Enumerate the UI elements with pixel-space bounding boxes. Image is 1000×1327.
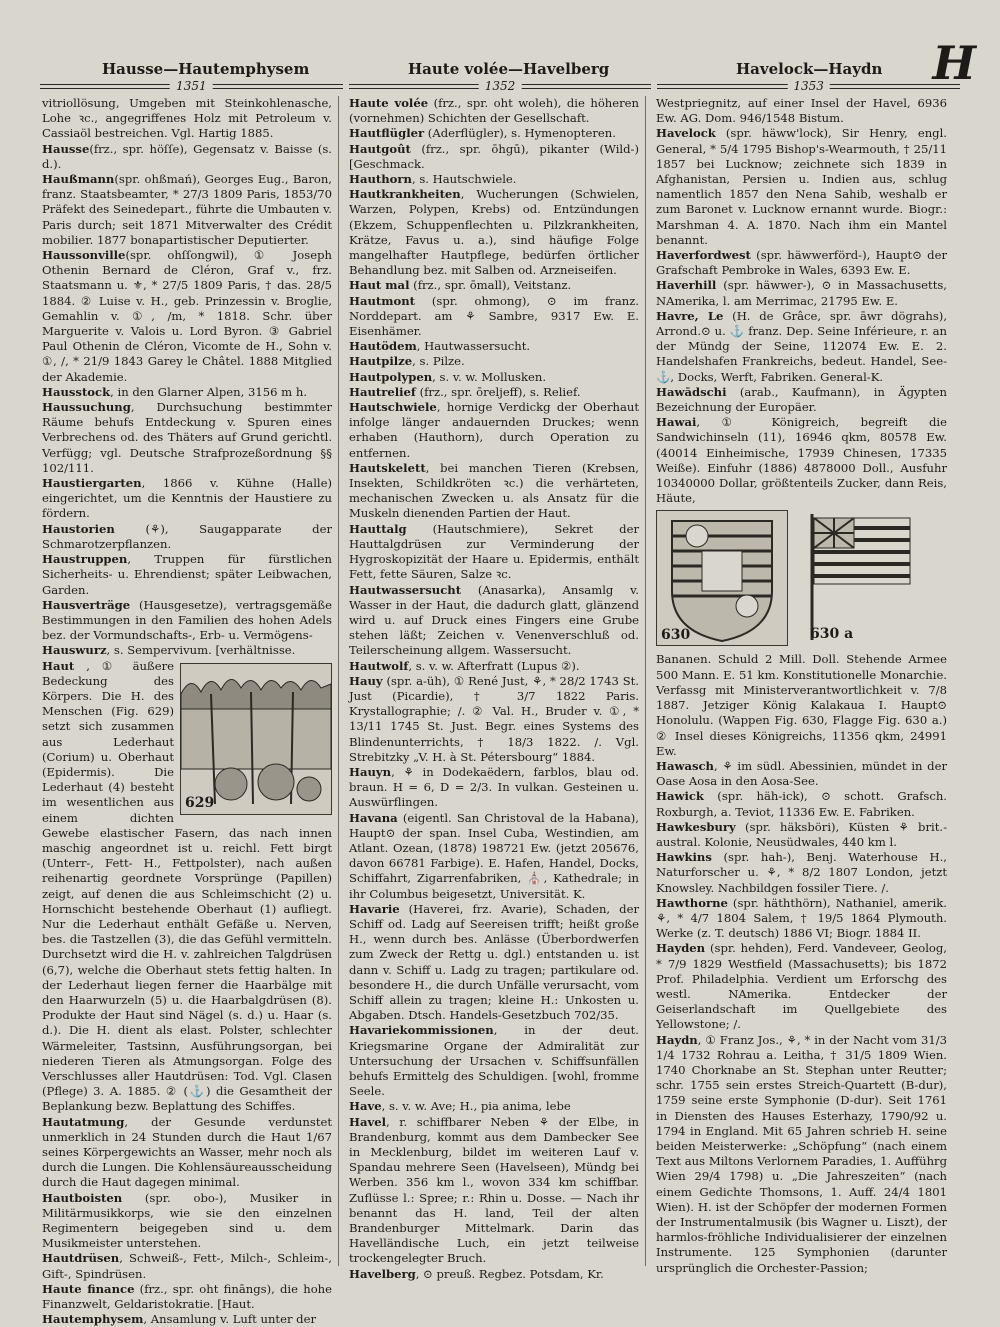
headword: Haverhill <box>656 278 717 293</box>
entry-text: , der Gesunde verdunstet unmerklich in 24 Stunden durch die Haut 1/67 seines Körpergewichts an Wasser, mehr noch als durch die Lungen. Die Kohlensäureausscheidung durch die Haut dagegen minimal. <box>42 1114 332 1190</box>
page-number-left: 1351 <box>170 79 213 93</box>
headword: Haustiergarten <box>42 476 142 491</box>
entry-text: (spr. a-üh), ① René Just, ⚘, * 28/2 1743 St. Just (Picardie), † 3/7 1822 Paris. Krystallographie; /. ② Val. H., Bruder v. ①, * 13/11 1745 St. Just. Begr. eines Systems des Blindenunterrichts, † 18/3 1822. /. Vgl. Strebitzky „V. H. à St. Pétersbourg“ 1884. <box>349 673 639 764</box>
headword: Hauy <box>349 673 383 688</box>
entry-text: , Wucherungen (Schwielen, Warzen, Polypen, Krebs) od. Entzündungen (Ekzem, Schuppenflechten u. Pilzkrankheiten, Krätze, Favus u. a.), sind häufige Folge mangelhafter Hautpflege, bedürfen örtlicher Behandlung bez. mit Salben od. Arzneiseifen. <box>349 187 639 278</box>
headword: Hauthorn <box>349 172 412 187</box>
entry-text: (frz., spr. höſſe), Gegensatz v. Baisse (s. d.). <box>42 141 332 171</box>
headword: Haussuchung <box>42 400 131 415</box>
entry-text: (⚘), Saugapparate der Schmarotzerpflanzen. <box>42 521 332 551</box>
entry-text: (Anasarka), Ansamlg v. Wasser in der Haut, die dadurch glatt, glänzend wird u. auf Druck eines Fingers eine Grube stehen läßt; Zeichen v. Venenverschluß od. Teilerscheinung allgem. Wassersucht. <box>349 582 639 658</box>
headword: Hawasch <box>656 758 714 773</box>
headword: Havel <box>349 1114 386 1129</box>
headword: Hawkins <box>656 850 712 865</box>
entry-1-21 <box>349 1099 639 1114</box>
entry-text: (spr. häksböri), Küsten ⚘ brit.-austral. Kolonie, Neusüdwales, 440 km l. <box>656 819 947 849</box>
entry-1-1 <box>349 126 639 141</box>
entry-0-8 <box>42 552 332 598</box>
entry-text: (spr. hehden), Ferd. Vandeveer, Geolog, * 7/9 1829 Westfield (Massachusetts); bis 1872 Prof. Philadelphia. Verdient um Erforschg des westl. NAmerika. Entdecker der Geiserlandschaft im Quellgebiete des Yellowstone; /. <box>656 941 947 1032</box>
headword: Havana <box>349 810 398 825</box>
entry-text: , Ansamlung v. Luft unter der <box>143 1312 317 1327</box>
entry-text: , ① Franz Jos., ⚘, * in der Nacht vom 31/3 1/4 1732 Rohrau a. Leitha, † 31/5 1809 Wien. 1740 Chorknabe an St. Stephan unter Reutter; schr. 1755 sein erstes Streich-Quartett (B-dur), 1759 seine erste Symphonie (D-dur). Seit 1761 in Diensten des Hauses Esterhazy, 1790/92 u. 1794 in England. Mit 65 Jahren schrieb H. seine beiden Meisterwerke: „Schöpfung“ (nach einem Text aus Miltons Verlornem Paradies, 1. Aufführg Wien 29/4 1798) u. „Die Jahreszeiten“ (nach einem Gedichte Thomsons, 1. Auff. 24/4 1801 Wien). H. ist der Schöpfer der modernen Formen der Instrumentalmusik (bis Wagner u. Liszt), der harmlos-fröhliche Individualisierer der einzelnen Instrumente. 125 Symphonien (darunter ursprünglich die Orchester-Passion; <box>656 1032 947 1275</box>
entry-text: (spr. häwwerförd-), Haupt⊙ der Grafschaft Pembroke in Wales, 6393 Ew. E. <box>656 248 947 278</box>
headword: Hausse <box>42 141 90 156</box>
headword: Haut mal <box>349 278 410 293</box>
skin-section-illustration <box>181 664 331 814</box>
entry-0-7 <box>42 522 332 552</box>
headword: Hauttalg <box>349 521 407 536</box>
entry-0-14 <box>42 1251 332 1281</box>
entry-1-10 <box>349 385 639 400</box>
headword: Hawick <box>656 789 704 804</box>
headword: Hautpilze <box>349 354 413 369</box>
entry-1-19 <box>349 902 639 1024</box>
entry-text: , s. v. w. Ave; H., pia anima, lebe <box>381 1099 571 1114</box>
headword: Hautgoût <box>349 141 411 156</box>
entry-1-8 <box>349 354 639 369</box>
hawaii-coat-of-arms-illustration <box>657 511 787 645</box>
entry-text: , s. Hautschwiele. <box>411 172 517 187</box>
headword: Hautpolypen <box>349 369 433 384</box>
entry-text: (arab., Kaufmann), in Ägypten Bezeichnung der Europäer. <box>656 384 947 415</box>
entry-text: , in den Glarner Alpen, 3156 m h. <box>110 384 308 399</box>
entry-0-5 <box>42 400 332 476</box>
entry-text: , s. v. w. Mollusken. <box>432 369 547 384</box>
entry-0-1 <box>42 142 332 172</box>
entry-text: (spr. obo-), Musiker in Militärmusikkorps, wie sie den einzelnen Regimentern beigegeben sind u. dem Musikmeister unterstehen. <box>42 1190 332 1251</box>
headword: Hayden <box>656 941 706 956</box>
entry-1-15 <box>349 659 639 674</box>
headword: Havre, Le <box>656 308 724 323</box>
entry-2-11 <box>656 850 947 896</box>
entry-1-18 <box>349 811 639 902</box>
headword: Hautmont <box>349 293 416 308</box>
entry-text: , bei manchen Tieren (Krebsen, Insekten, Schildkröten ꝛc.) die verhärteten, mechanischen Zwecken u. als Ansatz für die Muskeln dienenden Partien der Haut. <box>349 460 639 521</box>
headword: Hauswurz <box>42 643 107 658</box>
entry-text: , in der deut. Kriegsmarine Organe der Admiralität zur Untersuchung der Ursachen v. Schiffsunfällen behufs Ermittelg des Schuldigen. [wohl, fromme Seele. <box>349 1023 639 1099</box>
entry-text: Westpriegnitz, auf einer Insel der Havel, 6936 Ew. AG. Dom. 946/1548 Bistum. <box>656 96 947 126</box>
entry-text: (spr. häh-ick), ⊙ schott. Grafsch. Roxburgh, a. Teviot, 11336 Ew. E. Fabriken. <box>656 789 947 819</box>
entry-text: , s. Pilze. <box>412 354 465 369</box>
column-center <box>349 96 646 1281</box>
entry-text: (H. de Grâce, spr. āwr dögrahs), Arrond.⊙ u. ⚓ franz. Dep. Seine Inférieure, r. an der Mündg der Seine, 112074 Ew. E. 2. Handelshafen Frankreichs, bedeut. Handel, See-⚓, Docks, Werft, Fabriken. General-K. <box>656 308 948 384</box>
headword: Haute finance <box>42 1281 135 1296</box>
entry-1-9 <box>349 370 639 385</box>
entry-text: , Durchsuchung bestimmter Räume behufs Entdeckung v. Spuren eines Verbrechens od. des Thäters auf Grund gerichtl. Verfügg; vgl. Deutsche Strafprozeßordnung §§ 102/111. <box>42 400 332 475</box>
headword: Haut <box>42 658 75 673</box>
entry-0-10 <box>42 643 332 658</box>
entry-2-12 <box>656 896 947 942</box>
entry-0-6 <box>42 476 332 522</box>
entry-1-22 <box>349 1115 639 1267</box>
headword: Hautboisten <box>42 1190 123 1205</box>
headword: Hauyn <box>349 764 392 779</box>
rule-segment-left <box>40 79 343 93</box>
headword: Haydn <box>656 1032 698 1047</box>
entry-text: Bananen. Schuld 2 Mill. Doll. Stehende Armee 500 Mann. E. 51 km. Konstitutionelle Monarchie. Verfassg mit Ministerverantwortlichkeit v. 7/8 1887. Jetziger König Kalakaua I. Haupt⊙ Honolulu. (Wappen Fig. 630, Flagge Fig. 630 a.) ② Insel dieses Königreichs, 11356 qkm, 24991 Ew. <box>656 652 947 758</box>
entry-text: (spr. häwwer-), ⊙ in Massachusetts, NAmerika, l. am Merrimac, 21795 Ew. E. <box>656 278 947 308</box>
entry-text: (frz., spr. ōhgū), pikanter (Wild-) [Geschmack. <box>349 141 639 171</box>
entry-text: (spr. hah-), Benj. Waterhouse H., Naturforscher u. ⚘, * 8/2 1807 London, jetzt Knowsley. Nachbildgen fossiler Tiere. /. <box>656 850 947 895</box>
entry-2-1 <box>656 126 947 248</box>
entry-0-0 <box>42 96 332 142</box>
header-left-title: Hausse—Hautemphysem <box>102 60 310 78</box>
figure-629-skin-section <box>180 663 332 815</box>
entry-text: , hornige Verdickg der Oberhaut infolge länger andauernden Druckes; wenn erhaben (Hauthorn), durch Operation zu entfernen. <box>349 400 639 460</box>
entry-0-4 <box>42 385 332 400</box>
entry-text: , r. schiffbarer Neben ⚘ der Elbe, in Brandenburg, kommt aus dem Dambecker See in Mecklenburg, bildet im weiteren Lauf v. Spandau mehrere Seen (Havelseen), Mündg bei Werben. 356 km l., wovon 334 km schiffbar. Zuflüsse l.: Spree; r.: Rhin u. Dosse. — Nach ihr benannt das H. land, Teil der alten Brandenburger Mittelmark. Darin das Havelländische Luch, ein jetzt teilweise trockengelegter Bruch. <box>349 1114 639 1266</box>
entry-1-20 <box>349 1023 639 1099</box>
entry-text: , ⊙ preuß. Regbez. Potsdam, Kr. <box>415 1266 604 1281</box>
headword: Hawthorne <box>656 895 728 910</box>
page-number-right: 1353 <box>787 79 830 93</box>
entry-text: (spr. häththörn), Nathaniel, amerik. ⚘, * 4/7 1804 Salem, † 19/5 1864 Plymouth. Werke (z. T. deutsch) 1886 VI; Biogr. 1884 II. <box>656 895 947 941</box>
entry-2-9 <box>656 789 947 819</box>
header-center-title: Haute volée—Havelberg <box>408 60 610 78</box>
headword: Havariekommissionen <box>349 1023 494 1038</box>
entry-1-11 <box>349 400 639 461</box>
header-rule <box>40 80 960 94</box>
headword: Havarie <box>349 901 400 916</box>
entry-text: , ⚘ im südl. Abessinien, mündet in der Oase Aosa in den Aosa-See. <box>656 758 947 789</box>
header-right-title: Havelock—Haydn <box>736 60 883 78</box>
entry-text: (frz., spr. ōmall), Veitstanz. <box>409 278 572 293</box>
figure-630-group <box>656 510 947 646</box>
headword: Haute volée <box>349 96 429 110</box>
figure-630a-label: 630 a <box>810 626 854 643</box>
entry-text: , Truppen für fürstlichen Sicherheits- u. Ehrendienst; später Leibwachen, Garden. <box>42 552 332 597</box>
figure-630-coat-of-arms <box>656 510 788 646</box>
headword: Hautwolf <box>349 658 409 673</box>
headword: Haustorien <box>42 521 115 536</box>
entry-2-6 <box>656 415 947 506</box>
entry-text: (frz., spr. ōreljeff), s. Relief. <box>415 384 581 399</box>
entry-2-8 <box>656 759 947 789</box>
entry-0-13 <box>42 1191 332 1252</box>
entry-1-12 <box>349 461 639 522</box>
headword: Haußmann <box>42 172 115 187</box>
entry-2-10 <box>656 820 947 850</box>
headword: Hautwassersucht <box>349 582 462 597</box>
headword: Hautkrankheiten <box>349 187 461 202</box>
figure-630a-flag <box>806 510 916 644</box>
entry-text: , ⚘ in Dodekaëdern, farblos, blau od. braun. H = 6, D = 2/3. In vulkan. Gesteinen u. Auswürflingen. <box>349 764 639 810</box>
entry-text: , s. Sempervivum. [verhältnisse. <box>106 643 296 658</box>
entry-text: (spr. ohmong), ⊙ im franz. Norddepart. am ⚘ Sambre, 9317 Ew. E. Eisenhämer. <box>349 293 639 339</box>
hawaii-flag-illustration <box>806 510 916 644</box>
entry-text: (spr. ohßmań), Georges Eug., Baron, franz. Staatsbeamter, * 27/3 1809 Paris, 1853/70 Präfekt des Seinedepart., führte die Umbauten v. Paris durch; seit 1871 Mitverwalter des Crédit mobilier. 1877 bonapartistischer Deputierter. <box>42 172 332 247</box>
entry-0-2 <box>42 172 332 248</box>
entry-0-16 <box>42 1312 332 1327</box>
entry-0-15 <box>42 1282 332 1312</box>
entry-text: (eigentl. San Christoval de la Habana), Haupt⊙ der span. Insel Cuba, Westindien, am Atlant. Ozean, (1878) 198721 Ew. (jetzt 205676, davon 66781 Farbige). E. Hafen, Handel, Docks, Schiffahrt, Zigarrenfabriken, ⛪, Kathedrale; in ihr Columbus beigesetzt, Universität. K. <box>349 810 639 901</box>
headword: Haustruppen <box>42 552 128 567</box>
headword: Hautskelett <box>349 460 426 475</box>
section-letter: H <box>932 36 976 90</box>
headword: Hausverträge <box>42 597 131 612</box>
entry-1-5 <box>349 278 639 293</box>
entry-2-4 <box>656 309 947 385</box>
headword: Hawkesbury <box>656 819 736 834</box>
entry-2-2 <box>656 248 947 278</box>
entry-text: (Hausgesetze), vertragsgemäße Bestimmungen in den Familien des hohen Adels bez. der Vormundschafts-, Erb- u. Vermögens- <box>42 597 332 643</box>
headword: Hautflügler <box>349 126 425 141</box>
entry-text: (spr. ohſſongwil), ① Joseph Othenin Bernard de Cléron, Graf v., frz. Staatsmann u. ⚜, * 27/5 1809 Paris, † das. 28/5 1884. ② Luise v. H., geb. Prinzessin v. Broglie, Gemahlin v. ①, /m, * 1818. Schr. über Marguerite v. Valois u. Lord Byron. ③ Gabriel Paul Othenin de Cléron, Vicomte de H., Sohn v. ①, /, * 21/9 1843 Garey le Châtel. 1888 Mitglied der Akademie. <box>42 248 332 384</box>
headword: Hautschwiele <box>349 400 437 415</box>
figure-630-label: 630 <box>661 627 691 644</box>
entry-text: , s. v. w. Afterfratt (Lupus ②). <box>408 658 580 673</box>
entry-text: (spr. häww'lock), Sir Henry, engl. General, * 5/4 1795 Bishop's-Wearmouth, † 25/11 1857 bei Lucknow; zeichnete sich 1839 in Afghanistan, Persien u. Indien aus, schlug namentlich 1857 den Nena Sahib, weshalb er zum Baronet v. Lucknow ernannt wurde. Biogr.: Marshman 4. A. 1870. Nach ihm ein Mantel benannt. <box>656 126 947 247</box>
entry-text: , ① Königreich, begreift die Sandwichinseln (11), 16946 qkm, 80578 Ew. (40014 Einheimische, 17939 Chinesen, 17335 Weiße). Einfuhr (1886) 4878000 Doll., Ausfuhr 10340000 Dollar, größtenteils Zucker, dann Reis, Häute, <box>656 415 947 506</box>
column-right <box>656 96 953 1275</box>
entry-text: (frz., spr. oht fināngs), die hohe Finanzwelt, Geldaristokratie. [Haut. <box>42 1281 332 1312</box>
headword: Hautdrüsen <box>42 1251 120 1266</box>
entry-0-11 <box>42 659 332 1115</box>
headword: Haussonville <box>42 248 126 263</box>
entry-1-2 <box>349 142 639 172</box>
headword: Hautatmung <box>42 1114 125 1129</box>
entry-1-0 <box>349 96 639 126</box>
entry-1-3 <box>349 172 639 187</box>
headword: Hautödem <box>349 339 417 354</box>
entry-1-4 <box>349 187 639 278</box>
entry-1-23 <box>349 1267 639 1282</box>
entry-text: (frz., spr. oht woleh), die höheren (vornehmen) Schichten der Gesellschaft. <box>349 96 639 126</box>
text-columns <box>42 96 954 1327</box>
entry-1-6 <box>349 294 639 340</box>
rule-segment-right <box>657 79 960 93</box>
rule-segment-center <box>349 79 652 93</box>
entry-2-5 <box>656 385 947 415</box>
entry-text: , 1866 v. Kühne (Halle) eingerichtet, um die Kenntnis der Haustiere zu fördern. <box>42 476 332 521</box>
headword: Hautrelief <box>349 384 416 399</box>
entry-1-13 <box>349 522 639 583</box>
entry-text: (Haverei, frz. Avarie), Schaden, der Schiff od. Ladg auf Seereisen trifft; heißt große H., wenn durch bes. Anlässe (Überbordwerfen zum Zweck der Rettg u. dgl.) entstanden u. ist dann v. Schiff u. Ladg zu tragen; partikulare od. besondere H., die durch Unfälle verursacht, vom Schiff allein zu tragen; kleine H.: Unkosten u. Abgaben. Dtsch. Handels-Gesetzbuch 702/35. <box>349 901 639 1023</box>
entry-1-14 <box>349 583 639 659</box>
entry-text: , ① äußere Bedeckung des Körpers. Die H. des Menschen (Fig. 629) setzt sich zusammen aus Lederhaut (Corium) u. Oberhaut (Epidermis). Die Lederhaut (4) besteht im wesentlichen aus einem dichten Gewebe elastischer Fasern, das nach innen maschig angeordnet ist u. reichl. Fett birgt (Unterr-, Fett- H., Fettpolster), nach außen reihenartig geordnete Vorsprünge (Papillen) zeigt, auf denen die aus Schleimschicht (2) u. Hornschicht bestehende Oberhaut (1) aufliegt. Nur die Lederhaut enthält Gefäße u. Nerven, bes. die Tastzellen (3), die das Gefühl vermitteln. Durchsetzt wird die H. v. zahlreichen Talgdrüsen (6,7), welche die Oberhaut stets fettig halten. In der Lederhaut liegen ferner die Haarbälge mit den Haarwurzeln (5) u. die Haarbalgdrüsen (8). Produkte der Haut sind Nägel (s. d.) u. Haar (s. d.). Die H. dient als elast. Polster, schlechter Wärmeleiter, Tastsinn, Ausführungsorgan, bei niederen Tieren als Atmungsorgan. Folge des Verschlusses aller Hautdrüsen: Tod. Vgl. Clasen (Pflege) 3. A. 1885. ② (⚓) die Gesamtheit der Beplankung bezw. Beplattung des Schiffes. <box>42 658 332 1114</box>
entry-2-14 <box>656 1033 947 1276</box>
entry-0-9 <box>42 598 332 644</box>
page-number-center: 1352 <box>479 79 522 93</box>
entry-text: (Hautschmiere), Sekret der Hauttalgdrüsen zur Verminderung der Hygroskopizität der Haare u. Epidermis, enthält Fett, fette Säuren, Salze ꝛc. <box>349 521 639 582</box>
entry-1-17 <box>349 765 639 811</box>
entry-1-16 <box>349 674 639 765</box>
headword: Hawai <box>656 415 697 430</box>
headword: Have <box>349 1099 382 1114</box>
entry-text: vitriollösung, Umgeben mit Steinkohlenasche, Lohe ꝛc., angegriffenes Holz mit Petroleum v. Cassiaöl bestreichen. Vgl. Hartig 1885. <box>42 96 332 141</box>
figure-629-label: 629 <box>185 795 215 812</box>
headword: Hautemphysem <box>42 1312 144 1327</box>
entry-text: (Aderflügler), s. Hymenopteren. <box>424 126 616 141</box>
entry-2-0 <box>656 96 947 126</box>
entry-text: , Schweiß-, Fett-, Milch-, Schleim-, Gift-, Spindrüsen. <box>42 1251 332 1281</box>
entry-0-3 <box>42 248 332 385</box>
entry-2-7 <box>656 652 947 758</box>
entry-0-12 <box>42 1115 332 1191</box>
entry-1-7 <box>349 339 639 354</box>
entry-text: , Hautwassersucht. <box>416 339 531 354</box>
headword: Havelock <box>656 126 716 141</box>
headword: Hausstock <box>42 384 111 399</box>
headword: Hawādschi <box>656 384 727 399</box>
headword: Haverfordwest <box>656 248 751 263</box>
headword: Havelberg <box>349 1266 416 1281</box>
column-left <box>42 96 339 1327</box>
entry-2-13 <box>656 941 947 1032</box>
entry-2-3 <box>656 278 947 308</box>
